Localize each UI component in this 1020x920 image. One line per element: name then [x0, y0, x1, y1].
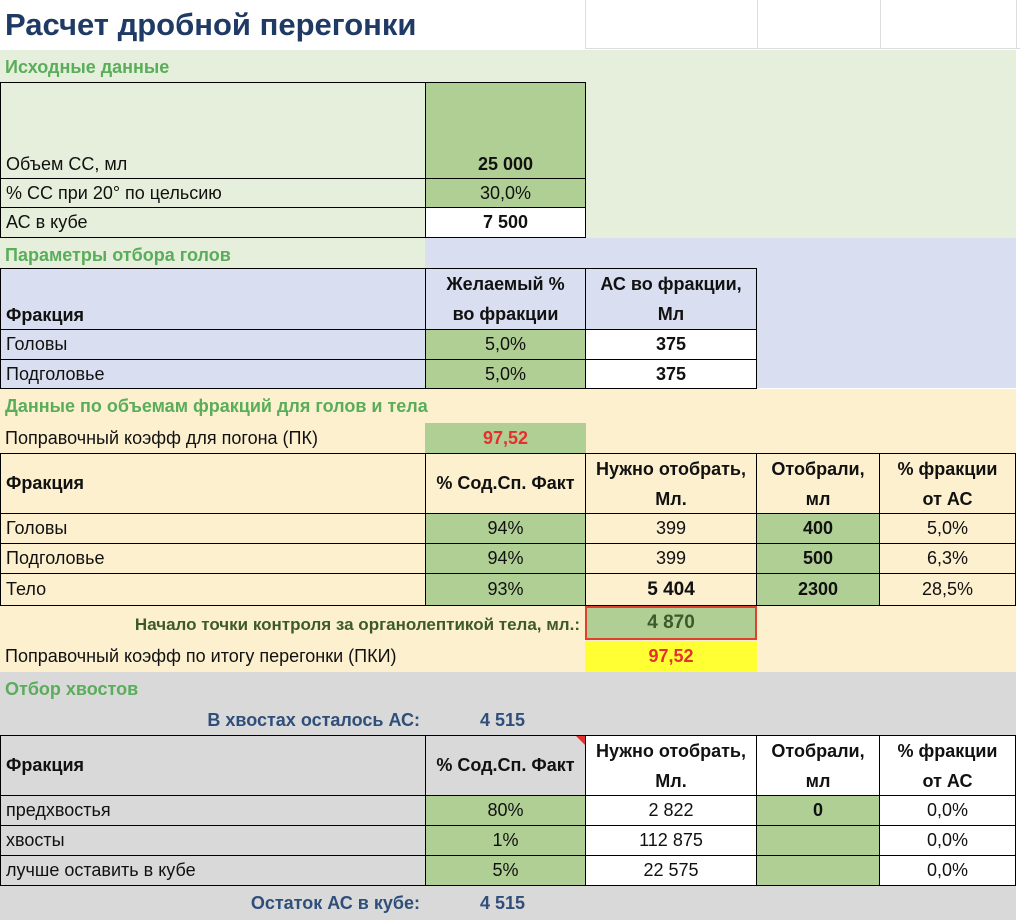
heads-row-as: 375	[585, 359, 757, 389]
body-section-title: Данные по объемам фракций для голов и тела	[5, 395, 428, 416]
body-row-name: Подголовье	[0, 543, 426, 574]
tails-row-pct[interactable]: 5%	[425, 855, 586, 886]
comment-indicator-icon[interactable]	[576, 736, 585, 745]
body-row-pct: 94%	[425, 513, 586, 544]
body-row-taken[interactable]: 400	[756, 513, 880, 544]
grid-line	[880, 0, 881, 48]
body-header-fraction: Фракция	[0, 453, 426, 514]
body-header-need	[585, 453, 757, 514]
pk-value[interactable]: 97,52	[425, 423, 586, 453]
heads-header-fraction: Фракция	[0, 268, 426, 330]
input-section-title: Исходные данные	[5, 56, 170, 77]
tails-row-need: 2 822	[585, 795, 757, 826]
tails-header-taken	[756, 735, 880, 796]
tails-row-frac: 0,0%	[879, 855, 1016, 886]
body-header-taken-line2: мл	[805, 488, 831, 509]
input-value-volume[interactable]: 25 000	[425, 82, 586, 178]
body-row-pct: 93%	[425, 573, 586, 606]
heads-header-pct	[425, 268, 586, 330]
tails-header-need-line2: Мл.	[655, 770, 687, 791]
tails-row-pct[interactable]: 1%	[425, 825, 586, 856]
input-label-volume: Объем СС, мл	[0, 82, 426, 178]
heads-header-pct-line2: во фракции	[452, 304, 559, 324]
body-row-frac: 6,3%	[879, 543, 1016, 574]
tails-row-need: 112 875	[585, 825, 757, 856]
input-label-as-cube: АС в кубе	[0, 207, 426, 238]
tails-remaining-value: 4 515	[480, 709, 526, 730]
control-value[interactable]: 4 870	[585, 606, 757, 640]
tails-header-frac	[879, 735, 1016, 796]
tails-row-name: предхвостья	[0, 795, 426, 826]
heads-row-pct[interactable]: 5,0%	[425, 359, 586, 389]
body-row-frac: 5,0%	[879, 513, 1016, 544]
grid-line	[585, 0, 586, 48]
heads-row-name: Головы	[0, 329, 426, 360]
tails-header-frac-line1: % фракции	[897, 740, 998, 761]
tails-header-taken-line1: Отобрали,	[771, 740, 865, 761]
body-row-name: Головы	[0, 513, 426, 544]
body-header-frac-line2: от АС	[922, 488, 973, 509]
pk-label: Поправочный коэфф для погона (ПК)	[5, 427, 318, 448]
tails-row-name: хвосты	[0, 825, 426, 856]
tails-row-taken[interactable]	[756, 825, 880, 856]
page-title: Расчет дробной перегонки	[5, 7, 417, 43]
body-row-need: 5 404	[585, 573, 757, 606]
body-header-taken-line1: Отобрали,	[771, 458, 865, 479]
tails-header-need	[585, 735, 757, 796]
grid-line	[585, 48, 1020, 49]
input-value-abv[interactable]: 30,0%	[425, 178, 586, 208]
heads-header-as-line2: Мл	[657, 304, 685, 324]
pki-label: Поправочный коэфф по итогу перегонки (ПКИ)	[5, 646, 397, 667]
body-header-pct: % Сод.Сп. Факт	[425, 453, 586, 514]
body-row-pct: 94%	[425, 543, 586, 574]
input-label-abv: % СС при 20° по цельсию	[0, 178, 426, 208]
tails-row-taken[interactable]: 0	[756, 795, 880, 826]
body-header-need-line2: Мл.	[655, 488, 687, 509]
tails-row-frac: 0,0%	[879, 795, 1016, 826]
body-row-taken[interactable]: 500	[756, 543, 880, 574]
body-header-need-line1: Нужно отобрать,	[596, 458, 746, 479]
body-row-taken[interactable]: 2300	[756, 573, 880, 606]
grid-line	[757, 0, 758, 48]
heads-row-name: Подголовье	[0, 359, 426, 389]
tails-row-pct[interactable]: 80%	[425, 795, 586, 826]
heads-header-pct-line1: Желаемый %	[446, 274, 565, 294]
tails-header-taken-line2: мл	[805, 770, 831, 791]
cube-remaining-value: 4 515	[480, 892, 526, 913]
tails-remaining-label: В хвостах осталось АС:	[207, 709, 420, 730]
input-value-as-cube: 7 500	[425, 207, 586, 238]
cube-remaining-label: Остаток АС в кубе:	[250, 892, 420, 913]
pki-value: 97,52	[585, 641, 757, 672]
tails-header-fraction: Фракция	[0, 735, 426, 796]
tails-row-need: 22 575	[585, 855, 757, 886]
control-label: Начало точки контроля за органолептикой тела, мл.:	[134, 614, 580, 634]
body-header-taken	[756, 453, 880, 514]
tails-header-need-line1: Нужно отобрать,	[596, 740, 746, 761]
heads-section-title: Параметры отбора голов	[5, 244, 231, 265]
heads-row-pct[interactable]: 5,0%	[425, 329, 586, 360]
heads-row-as: 375	[585, 329, 757, 360]
body-row-name: Тело	[0, 573, 426, 606]
body-header-frac	[879, 453, 1016, 514]
grid-line	[1016, 0, 1017, 48]
body-header-frac-line1: % фракции	[897, 458, 998, 479]
tails-row-name: лучше оставить в кубе	[0, 855, 426, 886]
tails-section-title: Отбор хвостов	[5, 678, 139, 699]
body-row-frac: 28,5%	[879, 573, 1016, 606]
heads-header-as-line1: АС во фракции,	[600, 274, 742, 294]
heads-header-as	[585, 268, 757, 330]
tails-header-pct: % Сод.Сп. Факт	[425, 735, 586, 796]
body-row-need: 399	[585, 513, 757, 544]
tails-row-taken[interactable]	[756, 855, 880, 886]
body-row-need: 399	[585, 543, 757, 574]
tails-row-frac: 0,0%	[879, 825, 1016, 856]
tails-header-frac-line2: от АС	[922, 770, 973, 791]
